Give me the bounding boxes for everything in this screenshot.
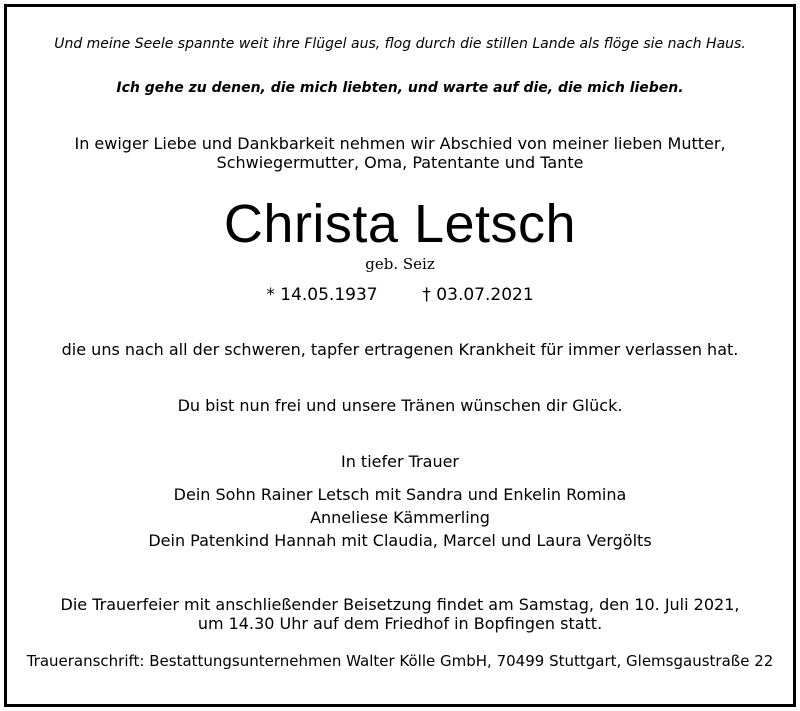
intro-line-1: In ewiger Liebe und Dankbarkeit nehmen wir Abschied von meiner lieben Mutter, [74,134,726,153]
motto-line-1: Und meine Seele spannte weit ihre Flügel aus, flog durch die stillen Lande als flöge sie nach Haus. [54,36,746,52]
mourner-line: Dein Sohn Rainer Letsch mit Sandra und Enkelin Romina [173,485,627,504]
death-date: † 03.07.2021 [422,285,534,305]
address-line: Traueranschrift: Bestattungsunternehmen Walter Kölle GmbH, 70499 Stuttgart, Glemsgaustraße 22 [26,652,774,670]
birth-date: * 14.05.1937 [266,285,378,305]
mourning-heading: In tiefer Trauer [340,452,459,471]
life-dates [0,285,800,305]
maiden-name: geb. Seiz [365,255,435,273]
service-line-1: Die Trauerfeier mit anschließender Beisetzung findet am Samstag, den 10. Juli 2021, [60,595,740,614]
service-line-2: um 14.30 Uhr auf dem Friedhof in Bopfingen statt. [197,614,603,633]
mourner-line: Dein Patenkind Hannah mit Claudia, Marcel und Laura Vergölts [148,531,652,550]
mourner-line: Anneliese Kämmerling [310,508,490,527]
deceased-name: Christa Letsch [223,194,577,254]
intro-line-2: Schwiegermutter, Oma, Patentante und Tante [216,153,584,172]
motto-line-2: Ich gehe zu denen, die mich liebten, und warte auf die, die mich lieben. [116,80,684,96]
passing-text: die uns nach all der schweren, tapfer ertragenen Krankheit für immer verlassen hat. [61,340,739,359]
farewell-text: Du bist nun frei und unsere Tränen wünschen dir Glück. [177,396,623,415]
